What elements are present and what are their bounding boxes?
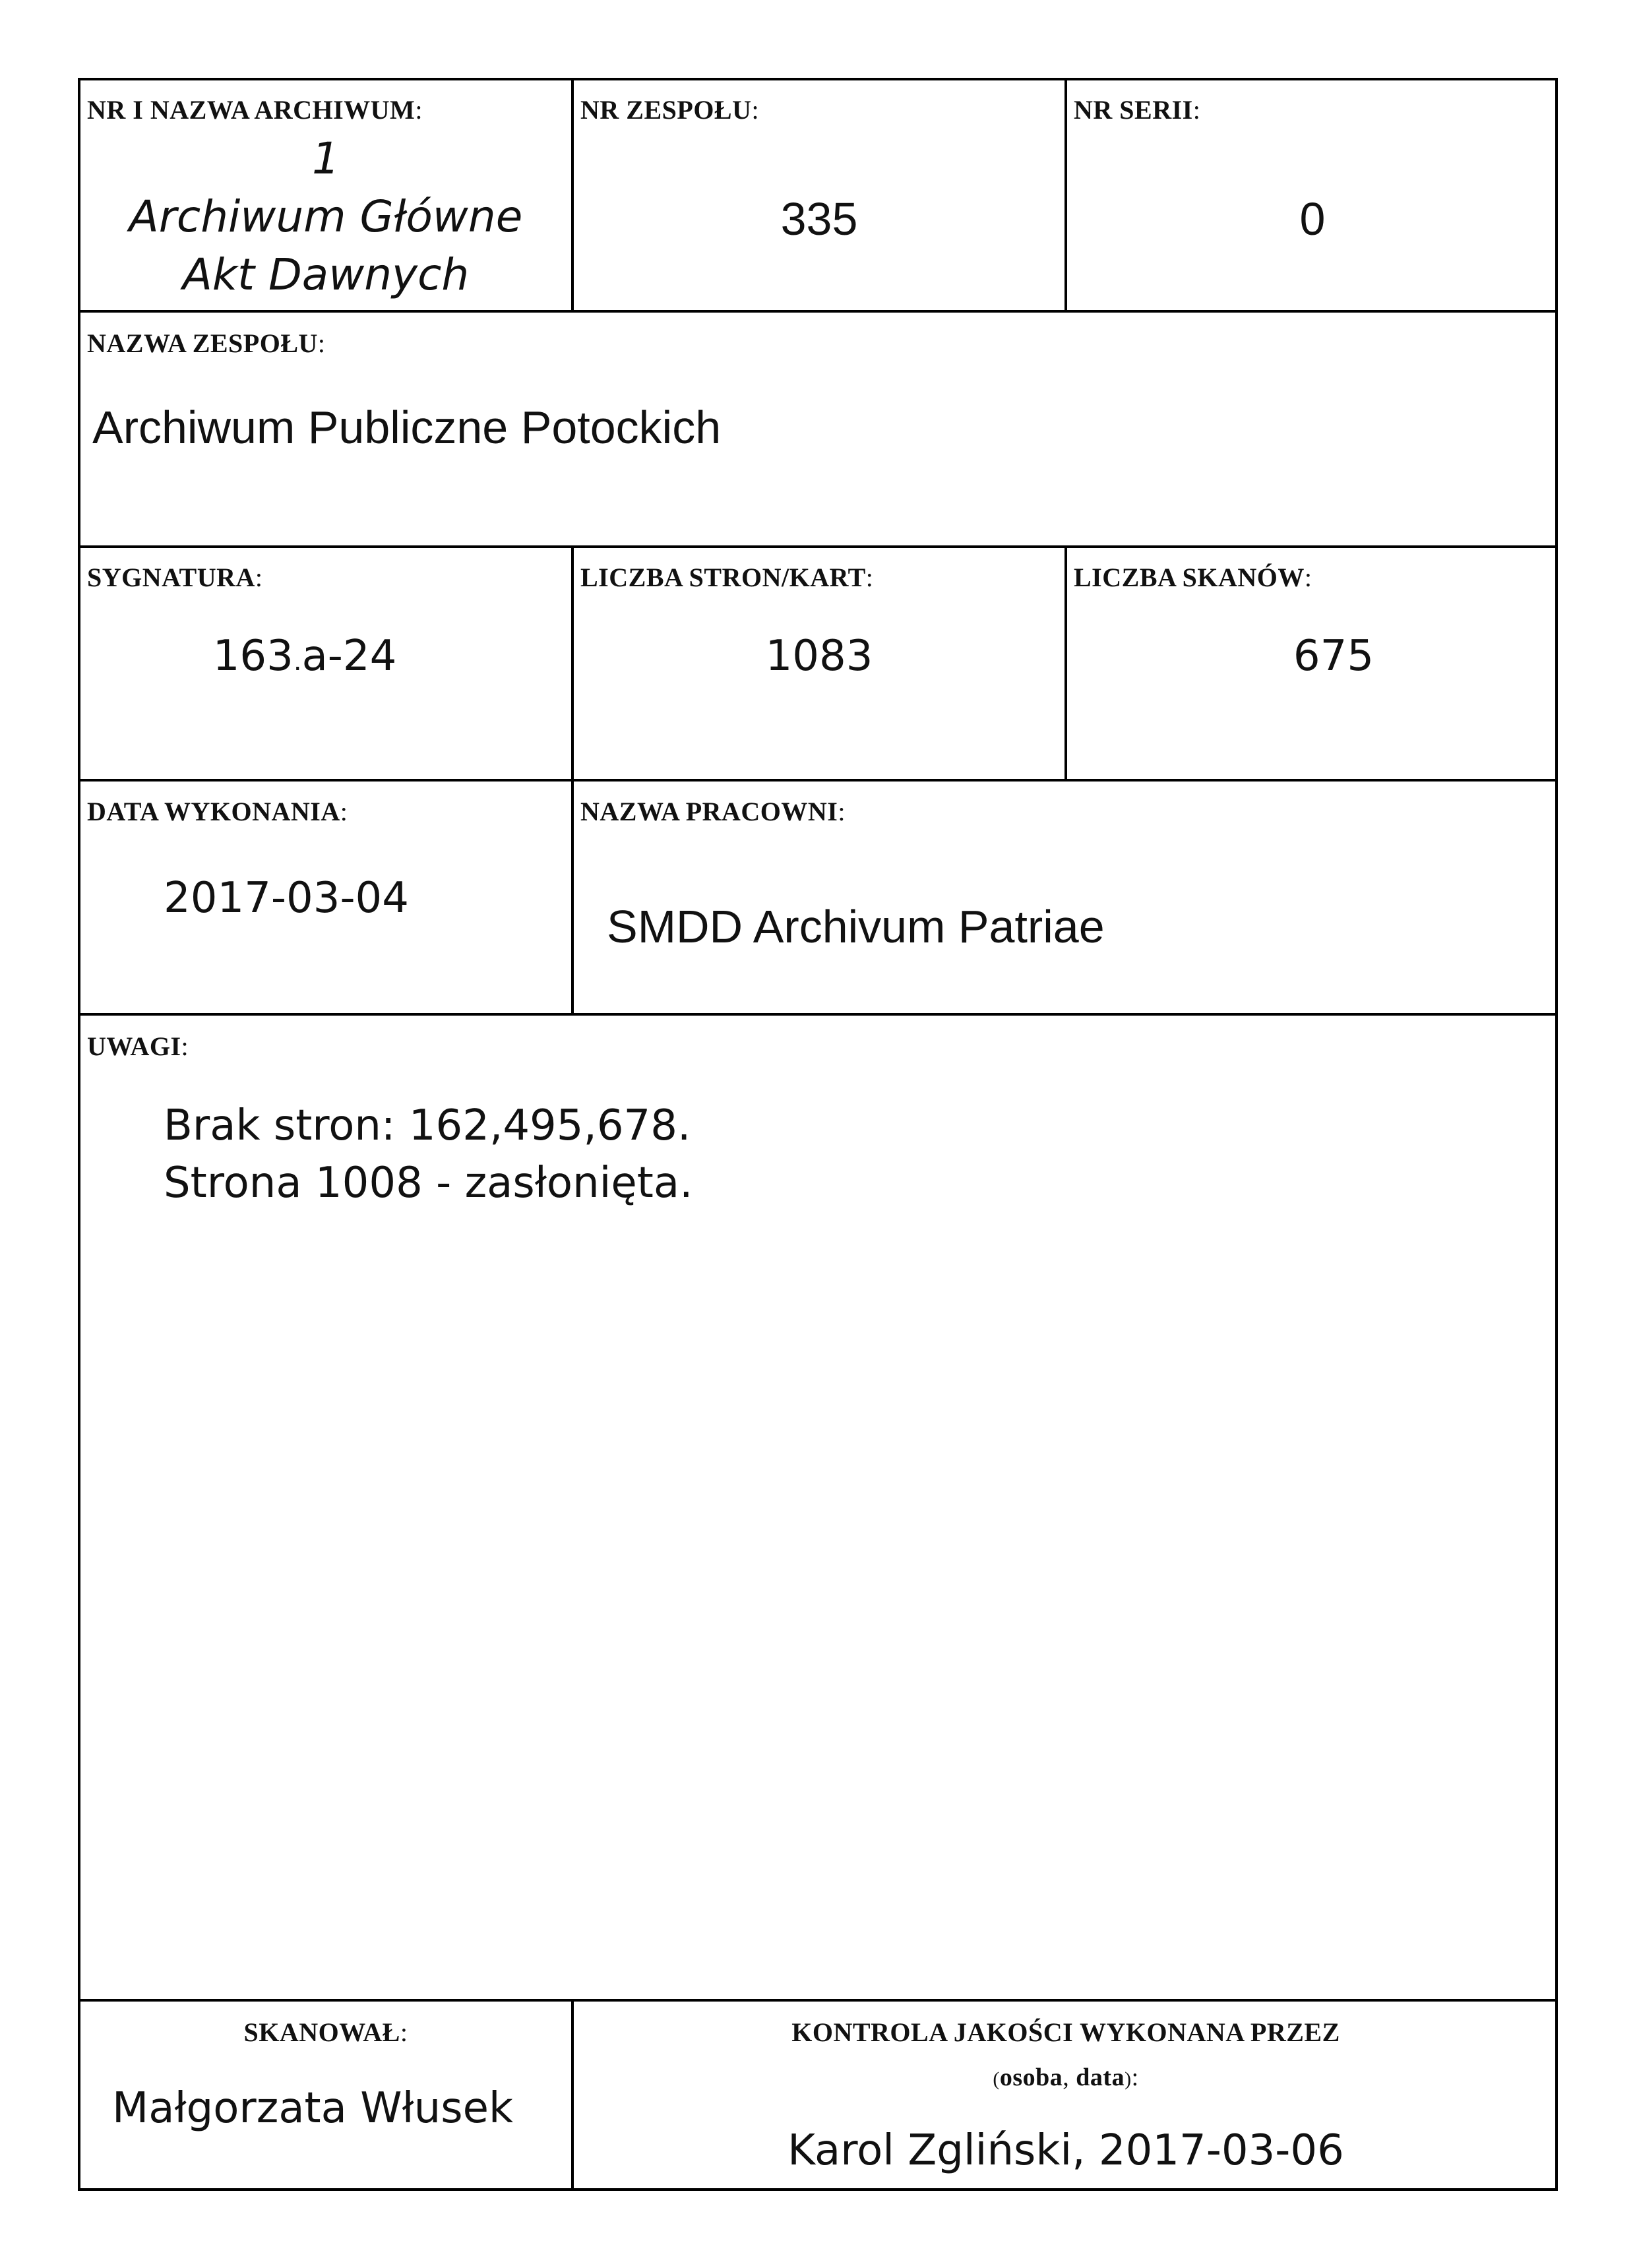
quality-control-label: KONTROLA JAKOŚCI WYKONANA PRZEZ xyxy=(791,2017,1340,2047)
signature-value: 163.a-24 xyxy=(212,632,397,681)
notes-line-1: Brak stron: 162,495,678. xyxy=(164,1101,691,1150)
signature-label: SYGNATURA: xyxy=(87,563,263,592)
series-number-value: 0 xyxy=(1299,193,1326,245)
row-divider-5 xyxy=(78,1999,1558,2002)
notes-line-2: Strona 1008 - zasłonięta. xyxy=(164,1159,693,1208)
row-divider-4 xyxy=(78,1013,1558,1016)
pages-count-label: LICZBA STRON/KART: xyxy=(580,563,874,592)
archive-name-line2: Akt Dawnych xyxy=(182,249,470,300)
fonds-number-value: 335 xyxy=(780,193,858,245)
series-number-label: NR SERII: xyxy=(1074,95,1201,125)
quality-control-sublabel: (osoba, data): xyxy=(993,2064,1139,2091)
workshop-label: NAZWA PRACOWNI: xyxy=(580,797,846,826)
fonds-name-value: Archiwum Publiczne Potockich xyxy=(92,402,722,453)
date-done-value: 2017-03-04 xyxy=(164,874,409,923)
fonds-number-label: NR ZESPOŁU: xyxy=(580,95,760,125)
signature-dot: . xyxy=(293,646,302,677)
date-done-label: DATA WYKONANIA: xyxy=(87,797,348,826)
pages-count-value: 1083 xyxy=(765,632,873,681)
notes-label: UWAGI: xyxy=(87,1031,189,1061)
fonds-name-label: NAZWA ZESPOŁU: xyxy=(87,328,326,358)
col-divider-row3-b xyxy=(1064,545,1067,780)
scanned-by-label: SKANOWAŁ: xyxy=(243,2017,408,2047)
scans-count-value: 675 xyxy=(1293,632,1374,681)
row-divider-3 xyxy=(78,779,1558,782)
archive-name-line1: Archiwum Główne xyxy=(129,191,523,242)
row-divider-1 xyxy=(78,310,1558,313)
col-divider-row4 xyxy=(571,779,574,1014)
archive-number: 1 xyxy=(312,133,340,184)
archive-label: NR I NAZWA ARCHIWUM: xyxy=(87,95,423,125)
workshop-value: SMDD Archivum Patriae xyxy=(607,901,1105,952)
scanned-by-value: Małgorzata Włusek xyxy=(112,2084,513,2133)
scans-count-label: LICZBA SKANÓW: xyxy=(1074,563,1312,592)
quality-control-value: Karol Zgliński, 2017-03-06 xyxy=(787,2126,1344,2175)
row-divider-2 xyxy=(78,545,1558,548)
